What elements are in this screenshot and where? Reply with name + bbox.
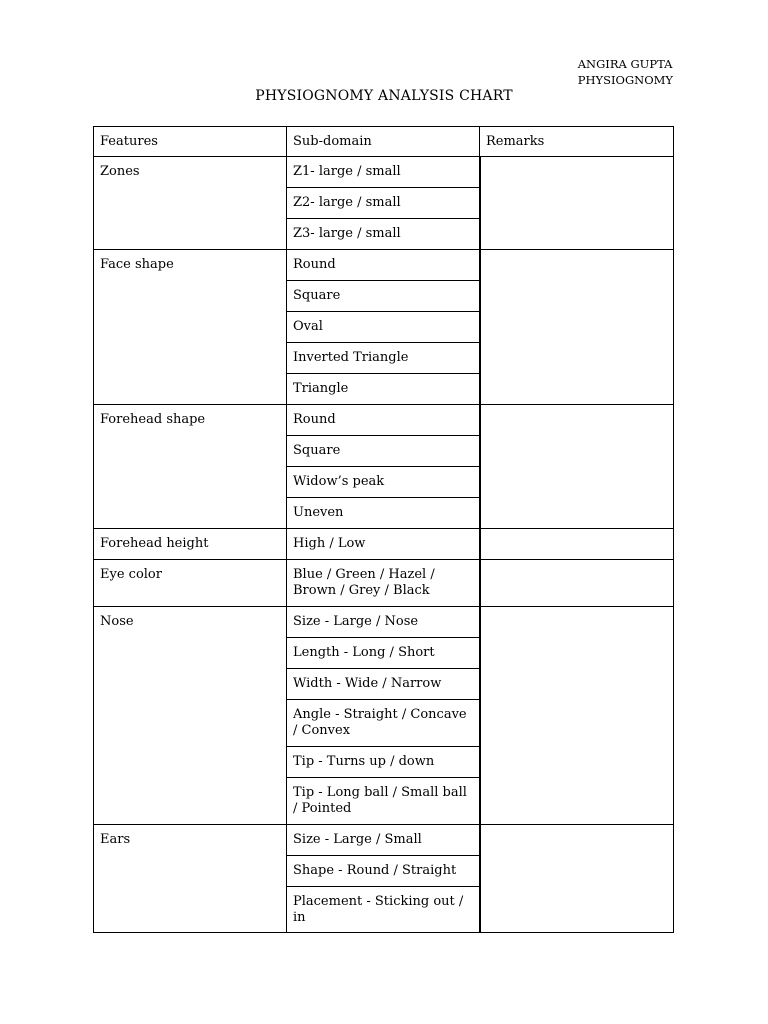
sub-domain-cell: Z1- large / small [287, 157, 480, 188]
table-row [94, 607, 674, 638]
sub-domain-cell: Tip - Long ball / Small ball / Pointed [287, 778, 480, 825]
sub-domain-cell: Triangle [287, 374, 480, 405]
feature-cell-nose: Nose [94, 607, 287, 825]
sub-domain-cell: Uneven [287, 498, 480, 529]
sub-domain-cell: Blue / Green / Hazel / Brown / Grey / Black [287, 560, 480, 607]
table-body [94, 157, 674, 933]
remarks-cell-eye-color[interactable] [480, 560, 674, 607]
page-title: PHYSIOGNOMY ANALYSIS CHART [255, 88, 513, 104]
remarks-cell-zones[interactable] [480, 157, 674, 250]
remarks-cell-nose[interactable] [480, 607, 674, 825]
header-row [94, 127, 674, 157]
sub-domain-cell: Angle - Straight / Concave / Convex [287, 700, 480, 747]
author-block [578, 56, 673, 88]
table-row [94, 157, 674, 188]
table-header [94, 127, 674, 157]
feature-cell-eye-color: Eye color [94, 560, 287, 607]
sub-domain-cell: Size - Large / Nose [287, 607, 480, 638]
sub-domain-cell: Widow’s peak [287, 467, 480, 498]
sub-domain-cell: Z3- large / small [287, 219, 480, 250]
table-row [94, 560, 674, 607]
sub-domain-cell: Square [287, 281, 480, 312]
sub-domain-cell: Placement - Sticking out / in [287, 887, 480, 933]
sub-domain-cell: Size - Large / Small [287, 825, 480, 856]
feature-cell-zones: Zones [94, 157, 287, 250]
sub-domain-cell: Z2- large / small [287, 188, 480, 219]
sub-domain-cell: Shape - Round / Straight [287, 856, 480, 887]
column-header-remarks: Remarks [480, 127, 674, 157]
feature-cell-forehead-height: Forehead height [94, 529, 287, 560]
sub-domain-cell: Inverted Triangle [287, 343, 480, 374]
sub-domain-cell: Square [287, 436, 480, 467]
remarks-cell-forehead-height[interactable] [480, 529, 674, 560]
table-row [94, 405, 674, 436]
sub-domain-cell: Tip - Turns up / down [287, 747, 480, 778]
analysis-table [93, 126, 674, 933]
sub-domain-cell: Length - Long / Short [287, 638, 480, 669]
sub-domain-cell: Round [287, 405, 480, 436]
sub-domain-cell: Oval [287, 312, 480, 343]
sub-domain-cell: Width - Wide / Narrow [287, 669, 480, 700]
remarks-cell-forehead-shape[interactable] [480, 405, 674, 529]
remarks-cell-face-shape[interactable] [480, 250, 674, 405]
table-row [94, 825, 674, 856]
sub-domain-cell: Round [287, 250, 480, 281]
feature-cell-face-shape: Face shape [94, 250, 287, 405]
table-row [94, 529, 674, 560]
subject-label: PHYSIOGNOMY [577, 73, 673, 87]
feature-cell-ears: Ears [94, 825, 287, 933]
feature-cell-forehead-shape: Forehead shape [94, 405, 287, 529]
column-header-features: Features [94, 127, 287, 157]
remarks-cell-ears[interactable] [480, 825, 674, 933]
column-header-sub-domain: Sub-domain [287, 127, 480, 157]
table-row [94, 250, 674, 281]
author-name: ANGIRA GUPTA [577, 57, 673, 71]
sub-domain-cell: High / Low [287, 529, 480, 560]
